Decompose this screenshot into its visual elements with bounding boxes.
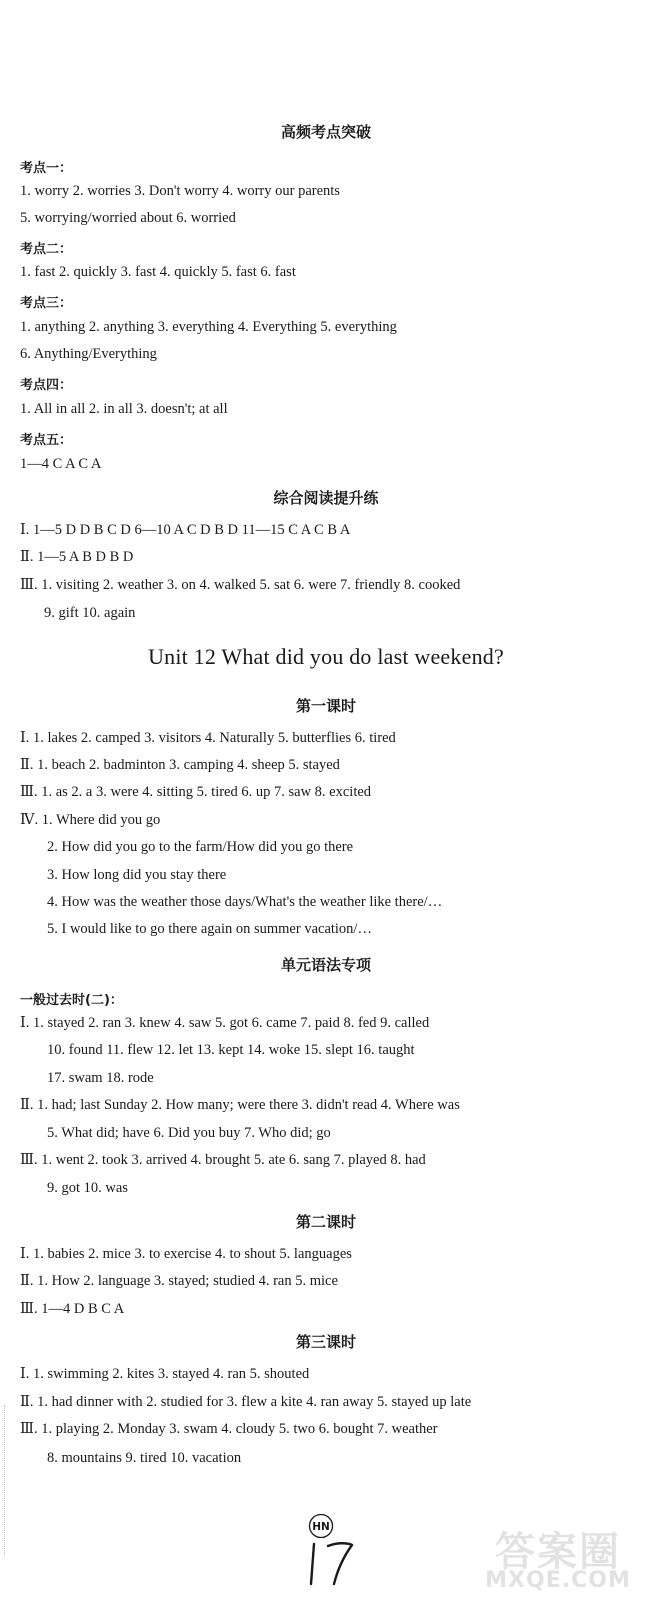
answer-line: Ⅲ. 1. went 2. took 3. arrived 4. brought 5. ate 6. sang 7. played 8. had bbox=[20, 1152, 426, 1168]
answer-line: Ⅱ. 1. How 2. language 3. stayed; studied 4. ran 5. mice bbox=[20, 1273, 338, 1289]
site-watermark bbox=[468, 1520, 648, 1596]
handwritten-page-number bbox=[300, 1538, 380, 1588]
answer-line: 1. fast 2. quickly 3. fast 4. quickly 5. fast 6. fast bbox=[20, 264, 296, 280]
answer-line: Ⅰ. 1. swimming 2. kites 3. stayed 4. ran 5. shouted bbox=[20, 1366, 310, 1382]
answer-line: 4. How was the weather those days/What's the weather like there/… bbox=[47, 894, 443, 910]
point-3-label: 考点三： bbox=[20, 296, 73, 311]
answer-line: Ⅲ. 1. visiting 2. weather 3. on 4. walked 5. sat 6. were 7. friendly 8. cooked bbox=[20, 577, 461, 593]
answer-line: Ⅲ. 1. playing 2. Monday 3. swam 4. cloudy 5. two 6. bought 7. weather bbox=[20, 1421, 438, 1437]
answer-line: 2. How did you go to the farm/How did you go there bbox=[47, 839, 354, 855]
answer-line: Ⅱ. 1. beach 2. badminton 3. camping 4. sheep 5. stayed bbox=[20, 757, 340, 773]
section-title-lesson-2: 第二课时 bbox=[295, 1213, 356, 1231]
answer-line: Ⅱ. 1. had dinner with 2. studied for 3. flew a kite 4. ran away 5. stayed up late bbox=[20, 1394, 472, 1410]
answer-line: 10. found 11. flew 12. let 13. kept 14. woke 15. slept 16. taught bbox=[47, 1042, 415, 1058]
answer-line: Ⅲ. 1—4 D B C A bbox=[20, 1301, 125, 1317]
watermark-title: 答案圈 bbox=[495, 1529, 621, 1575]
section-title-grammar: 单元语法专项 bbox=[280, 956, 371, 974]
point-5-label: 考点五： bbox=[20, 433, 73, 448]
answer-line: 9. gift 10. again bbox=[44, 605, 136, 621]
watermark-url: MXQE.COM bbox=[485, 1568, 631, 1593]
answer-line: 5. What did; have 6. Did you buy 7. Who did; go bbox=[47, 1125, 331, 1141]
hn-badge-icon bbox=[308, 1513, 334, 1539]
answer-line: Ⅰ. 1. stayed 2. ran 3. knew 4. saw 5. got 6. came 7. paid 8. fed 9. called bbox=[20, 1015, 430, 1031]
point-2-label: 考点二： bbox=[20, 242, 73, 257]
answer-line: 3. How long did you stay there bbox=[47, 867, 227, 883]
section-title-lesson-1: 第一课时 bbox=[295, 697, 356, 715]
point-4-label: 考点四： bbox=[20, 378, 73, 393]
answer-line: Ⅲ. 1. as 2. a 3. were 4. sitting 5. tired 6. up 7. saw 8. excited bbox=[20, 784, 372, 800]
answer-line: 8. mountains 9. tired 10. vacation bbox=[47, 1450, 242, 1466]
answer-line: 1—4 C A C A bbox=[20, 456, 102, 472]
answer-line: Ⅰ. 1. lakes 2. camped 3. visitors 4. Naturally 5. butterflies 6. tired bbox=[20, 730, 396, 746]
grammar-topic-label: 一般过去时(二)： bbox=[20, 993, 123, 1008]
answer-line: Ⅰ. 1—5 D D B C D 6—10 A C D B D 11—15 C A C B A bbox=[20, 522, 351, 538]
section-title-reading: 综合阅读提升练 bbox=[273, 489, 379, 507]
answer-line: 5. worrying/worried about 6. worried bbox=[20, 210, 236, 226]
answer-line: Ⅳ. 1. Where did you go bbox=[20, 812, 161, 828]
answer-line: Ⅱ. 1. had; last Sunday 2. How many; were there 3. didn't read 4. Where was bbox=[20, 1097, 460, 1113]
answer-line: Ⅰ. 1. babies 2. mice 3. to exercise 4. to shout 5. languages bbox=[20, 1246, 352, 1262]
answer-line: Ⅱ. 1—5 A B D B D bbox=[20, 549, 134, 565]
margin-dotted-line bbox=[4, 1405, 7, 1555]
answer-line: 1. worry 2. worries 3. Don't worry 4. worry our parents bbox=[20, 183, 340, 199]
answer-line: 1. All in all 2. in all 3. doesn't; at all bbox=[20, 401, 228, 417]
section-title-lesson-3: 第三课时 bbox=[295, 1333, 356, 1351]
answer-line: 17. swam 18. rode bbox=[47, 1070, 154, 1086]
section-title-high-frequency: 高频考点突破 bbox=[280, 123, 371, 141]
svg-text:HN: HN bbox=[312, 1521, 330, 1534]
point-1-label: 考点一： bbox=[20, 161, 73, 176]
answer-line: 1. anything 2. anything 3. everything 4. Everything 5. everything bbox=[20, 319, 397, 335]
answer-line: 6. Anything/Everything bbox=[20, 346, 157, 362]
answer-line: 9. got 10. was bbox=[47, 1180, 128, 1196]
answer-line: 5. I would like to go there again on summer vacation/… bbox=[47, 921, 372, 937]
unit-title: Unit 12 What did you do last weekend? bbox=[148, 644, 504, 669]
